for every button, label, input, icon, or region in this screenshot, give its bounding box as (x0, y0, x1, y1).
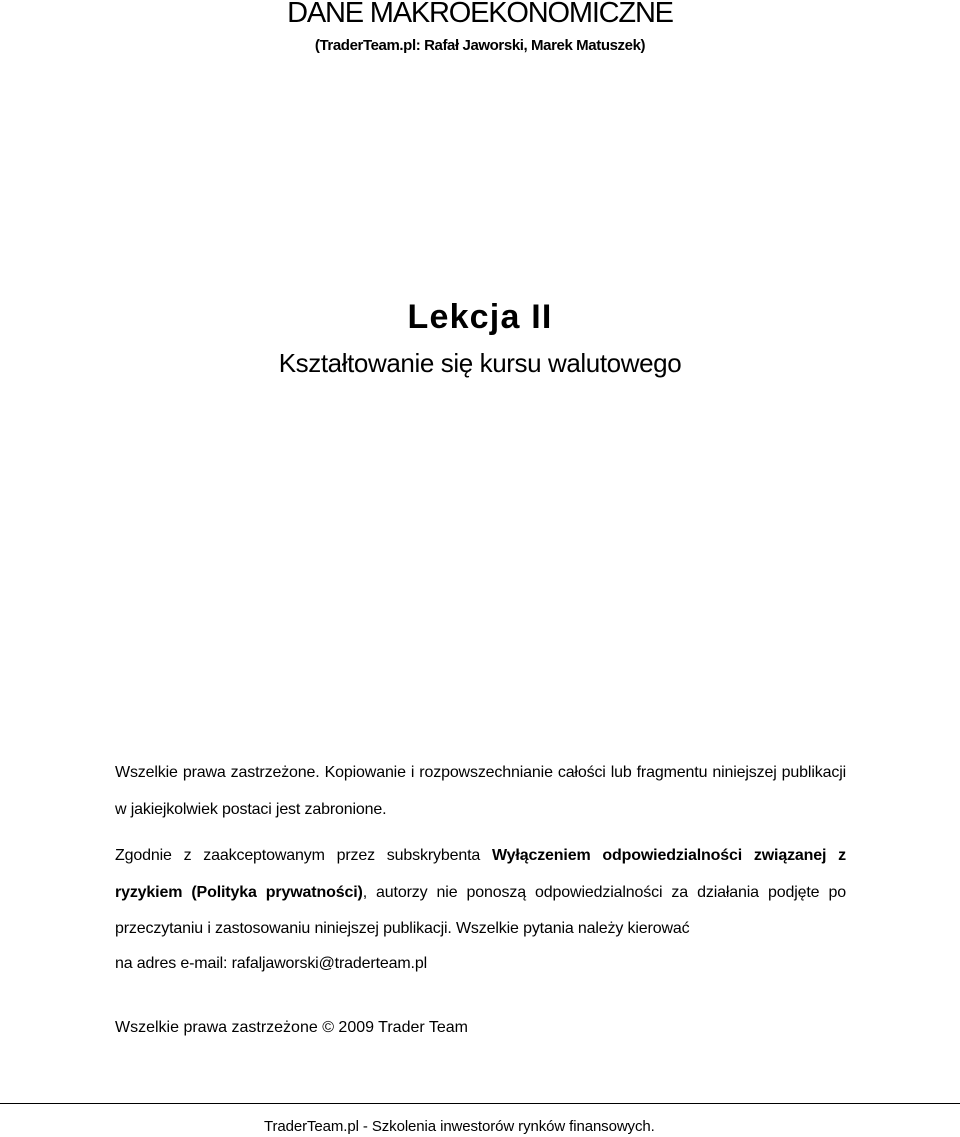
disclaimer-privacy-policy: (Polityka prywatności) (191, 883, 363, 901)
disclaimer-intro: Zgodnie z zaakceptowanym przez subskrybenta (115, 847, 492, 864)
footer-text: TraderTeam.pl - Szkolenia inwestorów rynków finansowych. (264, 1118, 655, 1135)
copyright-notice: Wszelkie prawa zastrzeżone. Kopiowanie i rozpowszechnianie całości lub fragmentu niniejszej publikacji w jakiejkolwiek postaci jest zabronione. (115, 764, 846, 818)
disclaimer-rest: , autorzy nie ponoszą odpowiedzialności za działania podjęte po przeczytaniu i zastosowaniu niniejszej publikacji. Wszelkie pytania należy kierować (115, 883, 846, 937)
document-authors: (TraderTeam.pl: Rafał Jaworski, Marek Matuszek) (314, 37, 646, 54)
document-title: DANE MAKROEKONOMICZNE (287, 0, 673, 29)
lesson-title: Lekcja II (407, 298, 553, 336)
lesson-subtitle: Kształtowanie się kursu walutowego (278, 348, 682, 378)
rights-reserved-line: Wszelkie prawa zastrzeżone © 2009 Trader Team (115, 1019, 468, 1036)
disclaimer-paragraph (115, 838, 846, 948)
contact-email-line: na adres e-mail: rafaljaworski@traderteam.pl (115, 955, 427, 972)
disclaimer-liability-term: Wyłączeniem odpowiedzialności związanej z ryzykiem (115, 847, 847, 901)
footer-divider (0, 1103, 960, 1104)
